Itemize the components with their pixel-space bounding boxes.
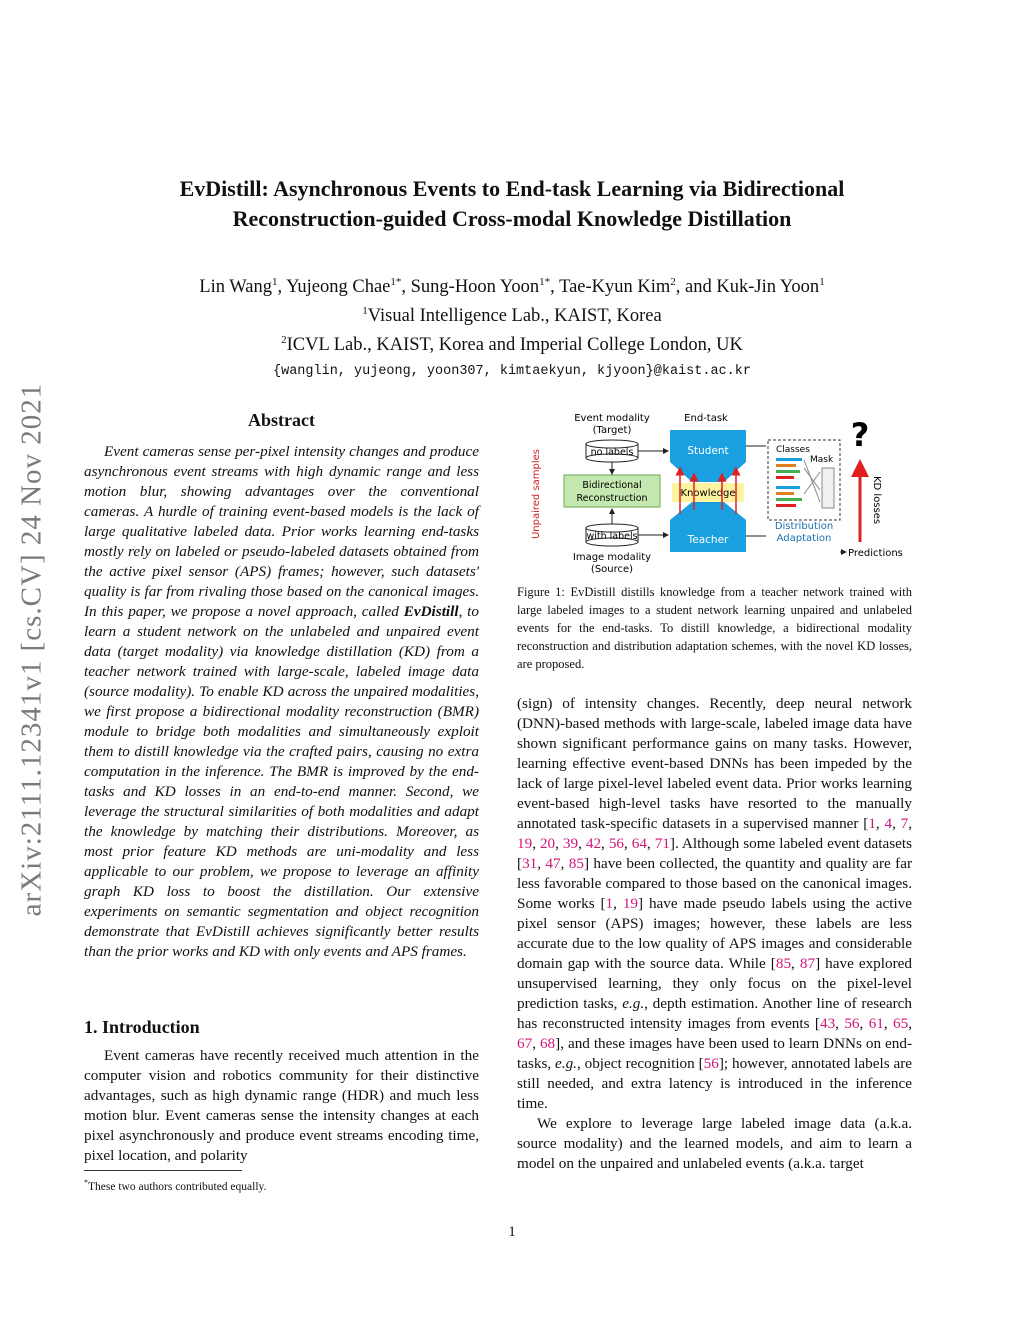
no-labels-label: no labels — [590, 447, 634, 458]
citation-link[interactable]: 68 — [539, 1035, 556, 1052]
citation-link[interactable]: 61 — [868, 1015, 884, 1032]
figure-diagram — [520, 402, 916, 580]
target-label: (Target) — [592, 425, 632, 436]
author-name: Kuk-Jin Yoon — [716, 277, 820, 298]
source-label: (Source) — [590, 564, 634, 575]
figure-caption: Figure 1: EvDistill distills knowledge from a teacher network trained with large labeled images to a student network learning unpaired and unlabeled events for the end-tasks. To distill knowledge, a bidirectional modality reconstruction and distribution adaptation schemes, with the novel KD losses, are proposed. — [517, 585, 912, 671]
citation-link[interactable]: 39 — [562, 835, 579, 852]
arxiv-identifier: arXiv:2111.12341v1 [cs.CV] 24 Nov 2021 — [15, 382, 48, 917]
affiliation-2: $^2$ICVL Lab., KAIST, Korea and Imperial College London, UK — [281, 334, 743, 356]
title-line-1: EvDistill: Asynchronous Events to End-task Learning via Bidirectional — [179, 176, 845, 201]
teacher-label: Teacher — [687, 534, 729, 546]
author-list: Lin Wang$^1$, Yujeong Chae$^{1*}$, Sung-Hoon Yoon$^{1*}$, Tae-Kyun Kim$^2$, and Kuk-Jin Yoon$^1$ — [199, 276, 825, 298]
author-emails: {wanglin, yujeong, yoon307, kimtaekyun, kjyoon}@kaist.ac.kr — [273, 364, 751, 380]
distribution-label-line2: Adaptation — [776, 533, 832, 544]
end-task-label: End-task — [684, 413, 728, 424]
predictions-label: Predictions — [848, 548, 903, 559]
abstract-text: Event cameras sense per-pixel intensity changes and produce asynchronous event streams with high dynamic range and less motion blur, showing advantages over the conventional cameras. A hurdle of training event-based models is the lack of large qualitative labeled data. Prior works learning end-tasks mostly rely on labeled or pseudo-labeled datasets obtained from the active pixel sensor (APS) frames; however, such datasets' quality is far from rivaling those based on the canonical images. In this paper, we propose a novel approach, called EvDistill, to learn a student network on the unlabeled and unpaired event data (target modality) via knowledge distillation (KD) from a teacher network trained with large-scale, labeled image data (source modality). To enable KD across the unpaired modalities, we first propose a bidirectional modality reconstruction (BMR) module to bridge both modalities and simultaneously exploit them to distill knowledge via the crafted pairs, causing no extra computation in the inference. The BMR is improved by the end-tasks and KD losses in an end-to-end manner. Second, we leverage the structural similarities of both modalities and adapt the knowledge by matching their distributions. Moreover, as most prior feature KD methods are uni-modality and less applicable to our problem, we propose to leverage an affinity graph KD loss to boost the distillation. Our extensive experiments on semantic segmentation and object recognition demonstrate that EvDistill achieves significantly better results than the prior works and KD with only events and APS frames. — [84, 443, 479, 960]
citation-link[interactable]: 67 — [517, 1035, 533, 1052]
image-database-icon — [586, 524, 638, 546]
with-labels-label: with labels — [586, 531, 638, 542]
right-column-text — [517, 694, 912, 1174]
affiliation-1: $^1$Visual Intelligence Lab., KAIST, Korea — [362, 305, 662, 327]
citation-link[interactable]: 64 — [631, 835, 647, 852]
citation-link[interactable]: 43 — [819, 1015, 836, 1032]
feature-bars — [776, 458, 834, 508]
method-name: EvDistill — [403, 603, 459, 620]
author-name: Lin Wang — [199, 277, 272, 298]
citation-link[interactable]: 56 — [608, 835, 624, 852]
student-label: Student — [687, 445, 729, 457]
footnote: *These two authors contributed equally. — [84, 1178, 267, 1193]
author-block — [80, 270, 944, 384]
event-modality-label: Event modality — [574, 413, 650, 424]
image-modality-label: Image modality — [572, 552, 652, 563]
author-name: Yujeong Chae — [286, 277, 391, 298]
introduction-heading: 1. Introduction — [84, 1017, 200, 1037]
paragraph: We explore to leverage large labeled image data (a.k.a. source modality) and the learned models, and aim to learn a model on the unpaired and unlabeled events (a.k.a. target — [517, 1115, 912, 1172]
citation-link[interactable]: 71 — [654, 835, 670, 852]
bmr-label-line1: Bidirectional — [582, 480, 642, 491]
paragraph: (sign) of intensity changes. Recently, deep neural network (DNN)-based methods with large-scale, labeled image data have shown significant performance gains on many tasks. However, learning effective event-based DNNs has been impeded by the lack of large pixel-level labeled event data. Prior works learning event-based high-level tasks have resorted to the manually annotated task-specific datasets in a supervised manner [1, 4, 7, 19, 20, 39, 42, 56, 64, 71]. Although some labeled event datasets [31, 47, 85] have been collected, the quantity and quality are far less favorable compared to those based on the canonical images. Some works [1, 19] have made pseudo labels using the active pixel sensor (APS) images; however, these labels are less accurate due to the low quality of APS images and considerable domain gap with the source data. While [85, 87] have explored unsupervised learning, they only focus on the pixel-level prediction tasks, e.g., depth estimation. Another line of research has reconstructed intensity images from events [43, 56, 61, 65, 67, 68], and these images have been used to learn DNNs on end-tasks, e.g., object recognition [56]; however, annotated labels are still needed, and extra latency is introduced in the inference time. — [517, 695, 913, 1112]
mask-label: Mask — [810, 455, 834, 465]
citation-link[interactable]: 56 — [844, 1015, 860, 1032]
citation-link[interactable]: 47 — [545, 855, 561, 872]
distribution-label-line1: Distribution — [774, 521, 834, 532]
citation-link[interactable]: 56 — [703, 1055, 719, 1072]
paper-title — [80, 174, 944, 234]
unpaired-samples-label: Unpaired samples — [531, 448, 542, 540]
page-number: 1 — [508, 1224, 516, 1240]
citation-link[interactable]: 65 — [893, 1015, 909, 1032]
figure-1 — [520, 402, 916, 580]
citation-link[interactable]: 85 — [775, 955, 792, 972]
question-mark: ? — [850, 416, 870, 454]
author-name: Sung-Hoon Yoon — [410, 277, 540, 298]
citation-link[interactable]: 4 — [884, 815, 893, 832]
citation-link[interactable]: 31 — [522, 855, 538, 872]
citation-link[interactable]: 87 — [799, 955, 816, 972]
event-database-icon — [586, 440, 638, 462]
citation-link[interactable]: 1 — [605, 895, 614, 912]
citation-link[interactable]: 20 — [539, 835, 556, 852]
citation-link[interactable]: 1 — [868, 815, 876, 832]
citation-link[interactable]: 85 — [568, 855, 584, 872]
title-line-2: Reconstruction-guided Cross-modal Knowledge Distillation — [232, 206, 792, 231]
bmr-label-line2: Reconstruction — [576, 493, 648, 504]
author-name: Tae-Kyun Kim — [559, 277, 671, 298]
kd-losses-label: KD losses — [871, 476, 882, 525]
footnote-rule — [84, 1170, 242, 1171]
classes-label: Classes — [776, 445, 810, 455]
knowledge-label: Knowledge — [680, 488, 736, 499]
citation-link[interactable]: 19 — [517, 835, 533, 852]
citation-link[interactable]: 42 — [585, 835, 602, 852]
introduction-text: Event cameras have recently received much attention in the computer vision and robotics community for their distinctive advantages, such as high dynamic range (HDR) and much less motion blur. Event cameras sense the intensity changes at each pixel asynchronously and produce event streams encoding time, pixel location, and polarity — [84, 1047, 479, 1164]
abstract-heading: Abstract — [248, 410, 315, 430]
citation-link[interactable]: 19 — [622, 895, 639, 912]
citation-link[interactable]: 7 — [900, 815, 909, 832]
